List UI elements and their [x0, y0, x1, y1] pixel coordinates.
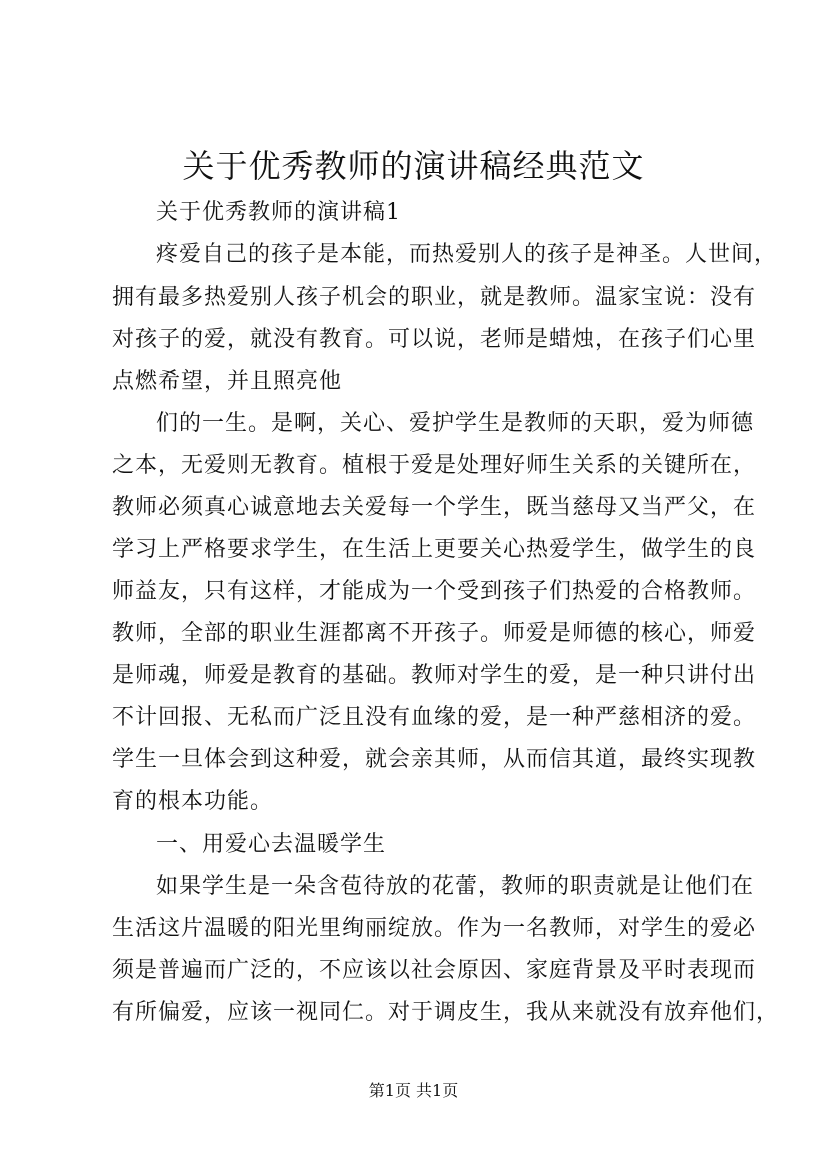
- paragraph-line: 是师魂，师爱是教育的基础。教师对学生的爱，是一种只讲付出: [112, 663, 757, 688]
- paragraph-line: 点燃希望，并且照亮他: [112, 369, 343, 394]
- paragraph-line: 学生一旦体会到这种爱，就会亲其师，从而信其道，最终实现教: [112, 747, 757, 772]
- paragraph-line: 们的一生。是啊，关心、爱护学生是教师的天职，爱为师德: [156, 411, 755, 436]
- section-heading: 一、用爱心去温暖学生: [156, 832, 387, 857]
- paragraph-line: 疼爱自己的孩子是本能，而热爱别人的孩子是神圣。人世间，: [156, 242, 778, 267]
- paragraph-line: 生活这片温暖的阳光里绚丽绽放。作为一名教师，对学生的爱必: [112, 916, 757, 941]
- paragraph-line: 不计回报、无私而广泛且没有血缘的爱，是一种严慈相济的爱。: [112, 705, 757, 730]
- paragraph-line: 教师必须真心诚意地去关爱每一个学生，既当慈母又当严父，在: [112, 495, 757, 520]
- paragraph-line: 对孩子的爱，就没有教育。可以说，老师是蜡烛，在孩子们心里: [112, 327, 757, 352]
- paragraph-line: 须是普遍而广泛的，不应该以社会原因、家庭背景及平时表现而: [112, 958, 757, 983]
- paragraph-line: 之本，无爱则无教育。植根于爱是处理好师生关系的关键所在，: [112, 453, 757, 478]
- paragraph-line: 师益友，只有这样，才能成为一个受到孩子们热爱的合格教师。: [112, 579, 757, 604]
- paragraph-line: 如果学生是一朵含苞待放的花蕾，教师的职责就是让他们在: [156, 874, 755, 899]
- paragraph-line: 拥有最多热爱别人孩子机会的职业，就是教师。温家宝说：没有: [112, 285, 757, 310]
- subtitle-heading: 关于优秀教师的演讲稿1: [156, 200, 401, 225]
- paragraph-line: 育的根本功能。: [112, 789, 274, 814]
- paragraph-line: 有所偏爱，应该一视同仁。对于调皮生，我从来就没有放弃他们，: [112, 1000, 780, 1025]
- page-title: 关于优秀教师的演讲稿经典范文: [182, 147, 645, 185]
- page-footer: 第1页 共1页: [368, 1081, 459, 1100]
- paragraph-line: 学习上严格要求学生，在生活上更要关心热爱学生，做学生的良: [112, 537, 757, 562]
- paragraph-line: 教师，全部的职业生涯都离不开孩子。师爱是师德的核心，师爱: [112, 621, 757, 646]
